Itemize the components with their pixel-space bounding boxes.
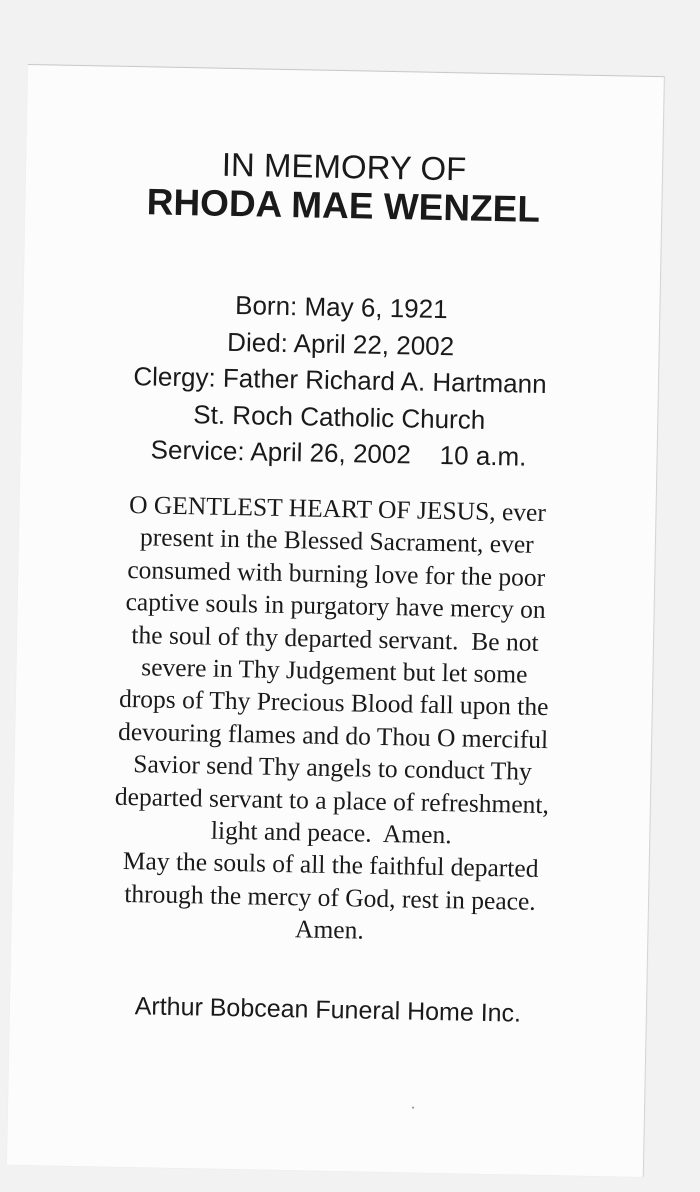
prayer-line: the soul of thy departed servant. Be not bbox=[131, 619, 539, 657]
prayer-line: consumed with burning love for the poor bbox=[127, 554, 546, 592]
prayer-text bbox=[45, 488, 622, 953]
memorial-card bbox=[7, 64, 665, 1177]
prayer-line: through the mercy of God, rest in peace. bbox=[124, 878, 537, 916]
church-name: St. Roch Catholic Church bbox=[193, 398, 486, 435]
prayer-line: departed servant to a place of refreshment, bbox=[114, 781, 550, 819]
prayer-line: Savior send Thy angels to conduct Thy bbox=[133, 749, 533, 787]
prayer-line: O GENTLEST HEART OF JESUS, ever bbox=[128, 490, 547, 528]
clergy-name: Clergy: Father Richard A. Hartmann bbox=[133, 361, 547, 400]
prayer-line: captive souls in purgatory have mercy on bbox=[125, 587, 546, 625]
prayer-line: severe in Thy Judgement but let some bbox=[141, 652, 528, 689]
service-date: Service: April 26, 2002 10 a.m. bbox=[150, 434, 527, 472]
card-heading: IN MEMORY OF bbox=[221, 145, 467, 188]
prayer-line: present in the Blessed Sacrament, ever bbox=[139, 522, 534, 560]
prayer-line: May the souls of all the faithful departed bbox=[122, 846, 539, 884]
prayer-line: Amen. bbox=[294, 914, 365, 945]
prayer-line: devouring flames and do Thou O merciful bbox=[117, 716, 549, 754]
born-date: Born: May 6, 1921 bbox=[234, 290, 448, 325]
funeral-home: Arthur Bobcean Funeral Home Inc. bbox=[134, 992, 522, 1028]
prayer-line: light and peace. Amen. bbox=[210, 815, 452, 850]
deceased-name: RHODA MAE WENZEL bbox=[146, 181, 541, 230]
died-date: Died: April 22, 2002 bbox=[226, 326, 455, 361]
memorial-facts bbox=[40, 283, 639, 477]
scan-speck bbox=[412, 1107, 414, 1109]
prayer-line: drops of Thy Precious Blood fall upon the bbox=[118, 684, 549, 722]
